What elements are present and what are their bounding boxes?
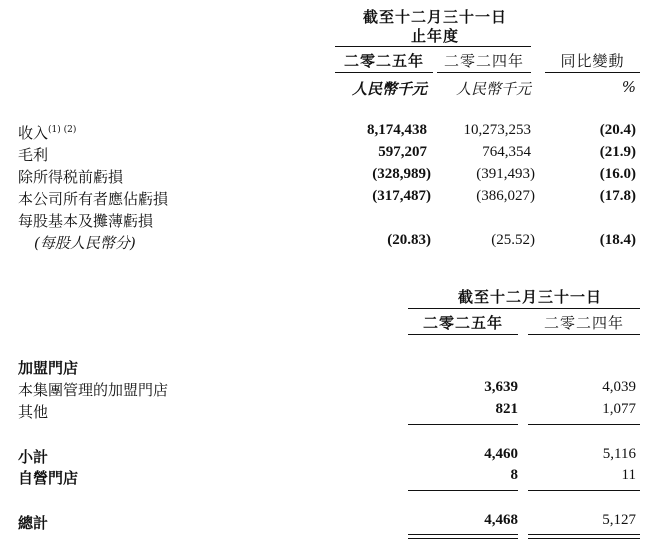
col-header-2025-t2: 二零二五年 [422,314,503,332]
subtotal-rule-2024 [528,424,640,425]
col-header-2024-t2: 二零二四年 [543,314,624,332]
cell: 4,468 [484,512,518,528]
unit-2025: 人民幣千元 [351,80,427,98]
row-label-subtotal: 小計 [18,448,49,466]
section-franchise: 加盟門店 [18,359,79,377]
col-header-2025: 二零二五年 [343,52,424,70]
cell: (328,989) [372,166,431,182]
row-label-loss-attributable: 本公司所有者應佔虧損 [18,190,169,208]
cell: (317,487) [372,188,431,204]
cell: 4,039 [602,379,636,395]
subtotal-rule-2025 [408,424,518,425]
cell: (391,493) [476,166,535,182]
col-header-2024: 二零二四年 [443,52,524,70]
row-label-per-share-unit: (每股人民幣分) [34,234,136,252]
cell: 821 [495,401,518,417]
row-label-total: 總計 [18,514,49,532]
unit-change: % [621,78,636,96]
col-rule-2025-t2 [408,334,518,335]
cell: 597,207 [378,144,427,160]
cell: 1,077 [602,401,636,417]
cell: (18.4) [599,232,636,248]
unit-2024: 人民幣千元 [455,80,531,98]
double-rule-2024 [528,534,640,539]
cell: 5,116 [602,446,636,462]
cell: (25.52) [491,232,535,248]
cell: 10,273,253 [463,122,531,138]
cell: (20.83) [387,232,431,248]
row-label-other: 其他 [18,403,49,421]
cell: (20.4) [599,122,636,138]
col-rule-2024-t2 [528,334,640,335]
cell: 8 [510,467,518,483]
total-rule-2024 [528,490,640,491]
cell: 3,639 [484,379,518,395]
total-rule-2025 [408,490,518,491]
cell: 11 [621,467,636,483]
col-header-change: 同比變動 [560,52,625,70]
row-label-gross-profit: 毛利 [18,146,49,164]
cell: (21.9) [599,144,636,160]
footnote-ref: (1) (2) [48,125,77,135]
cell: (386,027) [476,188,535,204]
col-rule-change [545,72,640,73]
col-rule-2025 [335,72,433,73]
header-rule [335,46,531,47]
col-rule-2024 [437,72,531,73]
header-rule-2 [408,308,640,309]
cell: 4,460 [484,446,518,462]
row-label-loss-before-tax: 除所得税前虧損 [18,168,124,186]
row-label-revenue: 收入$^{(1) (2)}$ [18,124,77,142]
cell: 8,174,438 [367,122,427,138]
cell: (17.8) [599,188,636,204]
period-subheader: 止年度 [410,27,459,45]
double-rule-2025 [408,534,518,539]
row-label-group-managed: 本集團管理的加盟門店 [18,381,169,399]
cell: 764,354 [482,144,531,160]
cell: (16.0) [599,166,636,182]
row-label-loss-per-share: 每股基本及攤薄虧損 [18,212,154,230]
cell: 5,127 [602,512,636,528]
period-header: 截至十二月三十一日 [362,8,507,26]
period-header-2: 截至十二月三十一日 [457,288,602,306]
row-label-self-operated: 自營門店 [18,469,79,487]
